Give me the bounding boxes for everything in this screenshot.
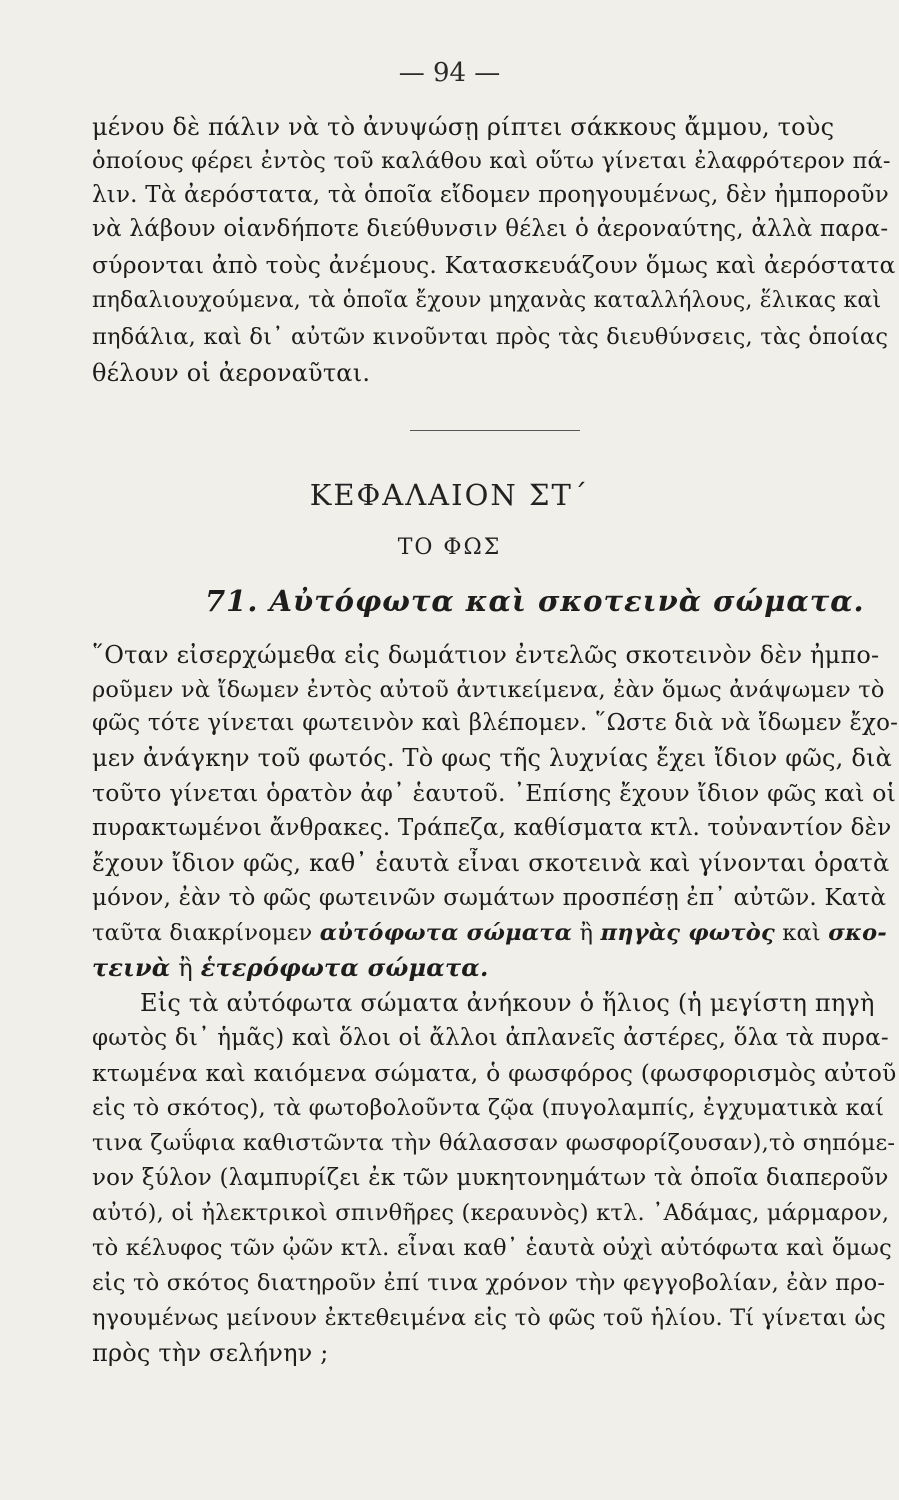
text-line: τοῦτο γίνεται ὁρατὸν ἀφ᾿ ἑαυτοῦ. ᾿Επίσης ἔχουν ἴδιον φῶς καὶ οἱ (92, 779, 897, 807)
section-heading: 71. Αὐτόφωτα καὶ σκοτεινὰ σώματα. (205, 584, 865, 618)
text-line: μένου δὲ πάλιν νὰ τὸ ἀνυψώσῃ ρίπτει σάκκους ἄμμου, τοὺς (92, 113, 835, 141)
page-number: — 94 — (398, 58, 501, 88)
text-line: φωτὸς δι᾿ ἡμᾶς) καὶ ὅλοι οἱ ἄλλοι ἀπλανεῖς ἀστέρες, ὅλα τὰ πυρα- (92, 1025, 889, 1051)
text-line: πηδαλιουχούμενα, τὰ ὁποῖα ἔχουν μηχανὰς καταλλήλους, ἕλικας καὶ (92, 288, 882, 313)
text-line: πρὸς τὴν σελήνην ; (92, 1339, 329, 1367)
text-line-emphasis (92, 918, 898, 948)
text-line: φῶς τότε γίνεται φωτεινὸν καὶ βλέπομεν. ῞Ωστε διὰ νὰ ἴδωμεν ἔχο- (92, 710, 898, 736)
text-span: ταῦτα διακρίνομεν (92, 920, 320, 946)
text-line: νον ξύλον (λαμπυρίζει ἐκ τῶν μυκητονημάτων τὰ ὁποῖα διαπεροῦν (92, 1165, 889, 1191)
text-line: τὸ κέλυφος τῶν ᾠῶν κτλ. εἶναι καθ᾿ ἑαυτὰ οὐχὶ αὐτόφωτα καὶ ὅμως (92, 1235, 892, 1261)
chapter-title: ΚΕΦΑΛΑΙΟΝ ΣΤ΄ (309, 478, 590, 512)
text-line: κτωμένα καὶ καιόμενα σώματα, ὁ φωσφόρος (φωσφορισμὸς αὐτοῦ (92, 1059, 897, 1087)
text-line: ῞Οταν εἰσερχώμεθα εἰς δωμάτιον ἐντελῶς σκοτεινὸν δὲν ἠμπο- (92, 641, 880, 669)
text-line: ἔχουν ἴδιον φῶς, καθ᾿ ἑαυτὰ εἶναι σκοτεινὰ καὶ γίνονται ὁρατὰ (92, 849, 890, 877)
text-line: τινα ζωΰφια καθιστῶντα τὴν θάλασσαν φωσφορίζουσαν),τὸ σηπόμε- (92, 1130, 896, 1156)
term-self-luminous-bodies: αὐτόφωτα σώματα (319, 920, 573, 946)
term-dark-part: σκο- (828, 920, 887, 946)
text-line: εἰς τὸ σκότος διατηροῦν ἐπί τινα χρόνον τὴν φεγγοβολίαν, ἐὰν προ- (92, 1270, 886, 1296)
text-span: ἢ (572, 920, 601, 946)
text-line: πυρακτωμένοι ἄνθρακες. Τράπεζα, καθίσματα κτλ. τοὐναντίον δὲν (92, 815, 892, 841)
term-light-sources: πηγὰς φωτὸς (600, 920, 775, 946)
text-line: αὐτό), οἱ ἠλεκτρικοὶ σπινθῆρες (κεραυνὸς) κτλ. ᾿Αδάμας, μάρμαρον, (92, 1200, 890, 1226)
text-line: λιν. Τὰ ἀερόστατα, τὰ ὁποῖα εἴδομεν προηγουμένως, δὲν ἠμποροῦν (92, 182, 889, 208)
text-line: μόνον, ἐὰν τὸ φῶς φωτεινῶν σωμάτων προσπέσῃ ἐπ᾿ αὐτῶν. Κατὰ (92, 885, 887, 911)
text-line: εἰς τὸ σκότος), τὰ φωτοβολοῦντα ζῷα (πυγολαμπίς, ἐγχυματικὰ καί (92, 1095, 885, 1121)
chapter-subtitle: ΤΟ ΦΩΣ (397, 535, 502, 560)
text-line: θέλουν οἱ ἀεροναῦται. (92, 359, 371, 387)
text-line: ροῦμεν νὰ ἴδωμεν ἐντὸς αὐτοῦ ἀντικείμενα, ἐὰν ὅμως ἀνάψωμεν τὸ (92, 677, 885, 703)
text-line-emphasis (92, 953, 898, 983)
term-dark-end: τεινὰ (92, 953, 171, 982)
text-line: μεν ἀνάγκην τοῦ φωτός. Τὸ φως τῆς λυχνίας ἔχει ἴδιον φῶς, διὰ (92, 744, 892, 772)
term-non-luminous-bodies: ἑτερόφωτα σώματα. (200, 953, 489, 982)
text-line: πηδάλια, καὶ δι᾿ αὐτῶν κινοῦνται πρὸς τὰς διευθύνσεις, τὰς ὁποίας (92, 324, 889, 350)
text-line: σύρονται ἀπὸ τοὺς ἀνέμους. Κατασκευάζουν ὅμως καὶ ἀερόστατα (92, 251, 896, 279)
text-line: ὁποίους φέρει ἐντὸς τοῦ καλάθου καὶ οὕτω γίνεται ἐλαφρότερον πά- (92, 148, 891, 174)
text-line: νὰ λάβουν οἱανδήποτε διεύθυνσιν θέλει ὁ ἀεροναύτης, ἀλλὰ παρα- (92, 216, 889, 242)
text-span: καὶ (774, 920, 829, 946)
text-span: ἢ (170, 954, 201, 982)
text-line: ηγουμένως μείνουν ἐκτεθειμένα εἰς τὸ φῶς τοῦ ἡλίου. Τί γίνεται ὡς (92, 1305, 886, 1331)
section-divider (410, 430, 580, 431)
text-line: Εἰς τὰ αὐτόφωτα σώματα ἀνήκουν ὁ ἥλιος (ἡ μεγίστη πηγὴ (140, 989, 875, 1017)
